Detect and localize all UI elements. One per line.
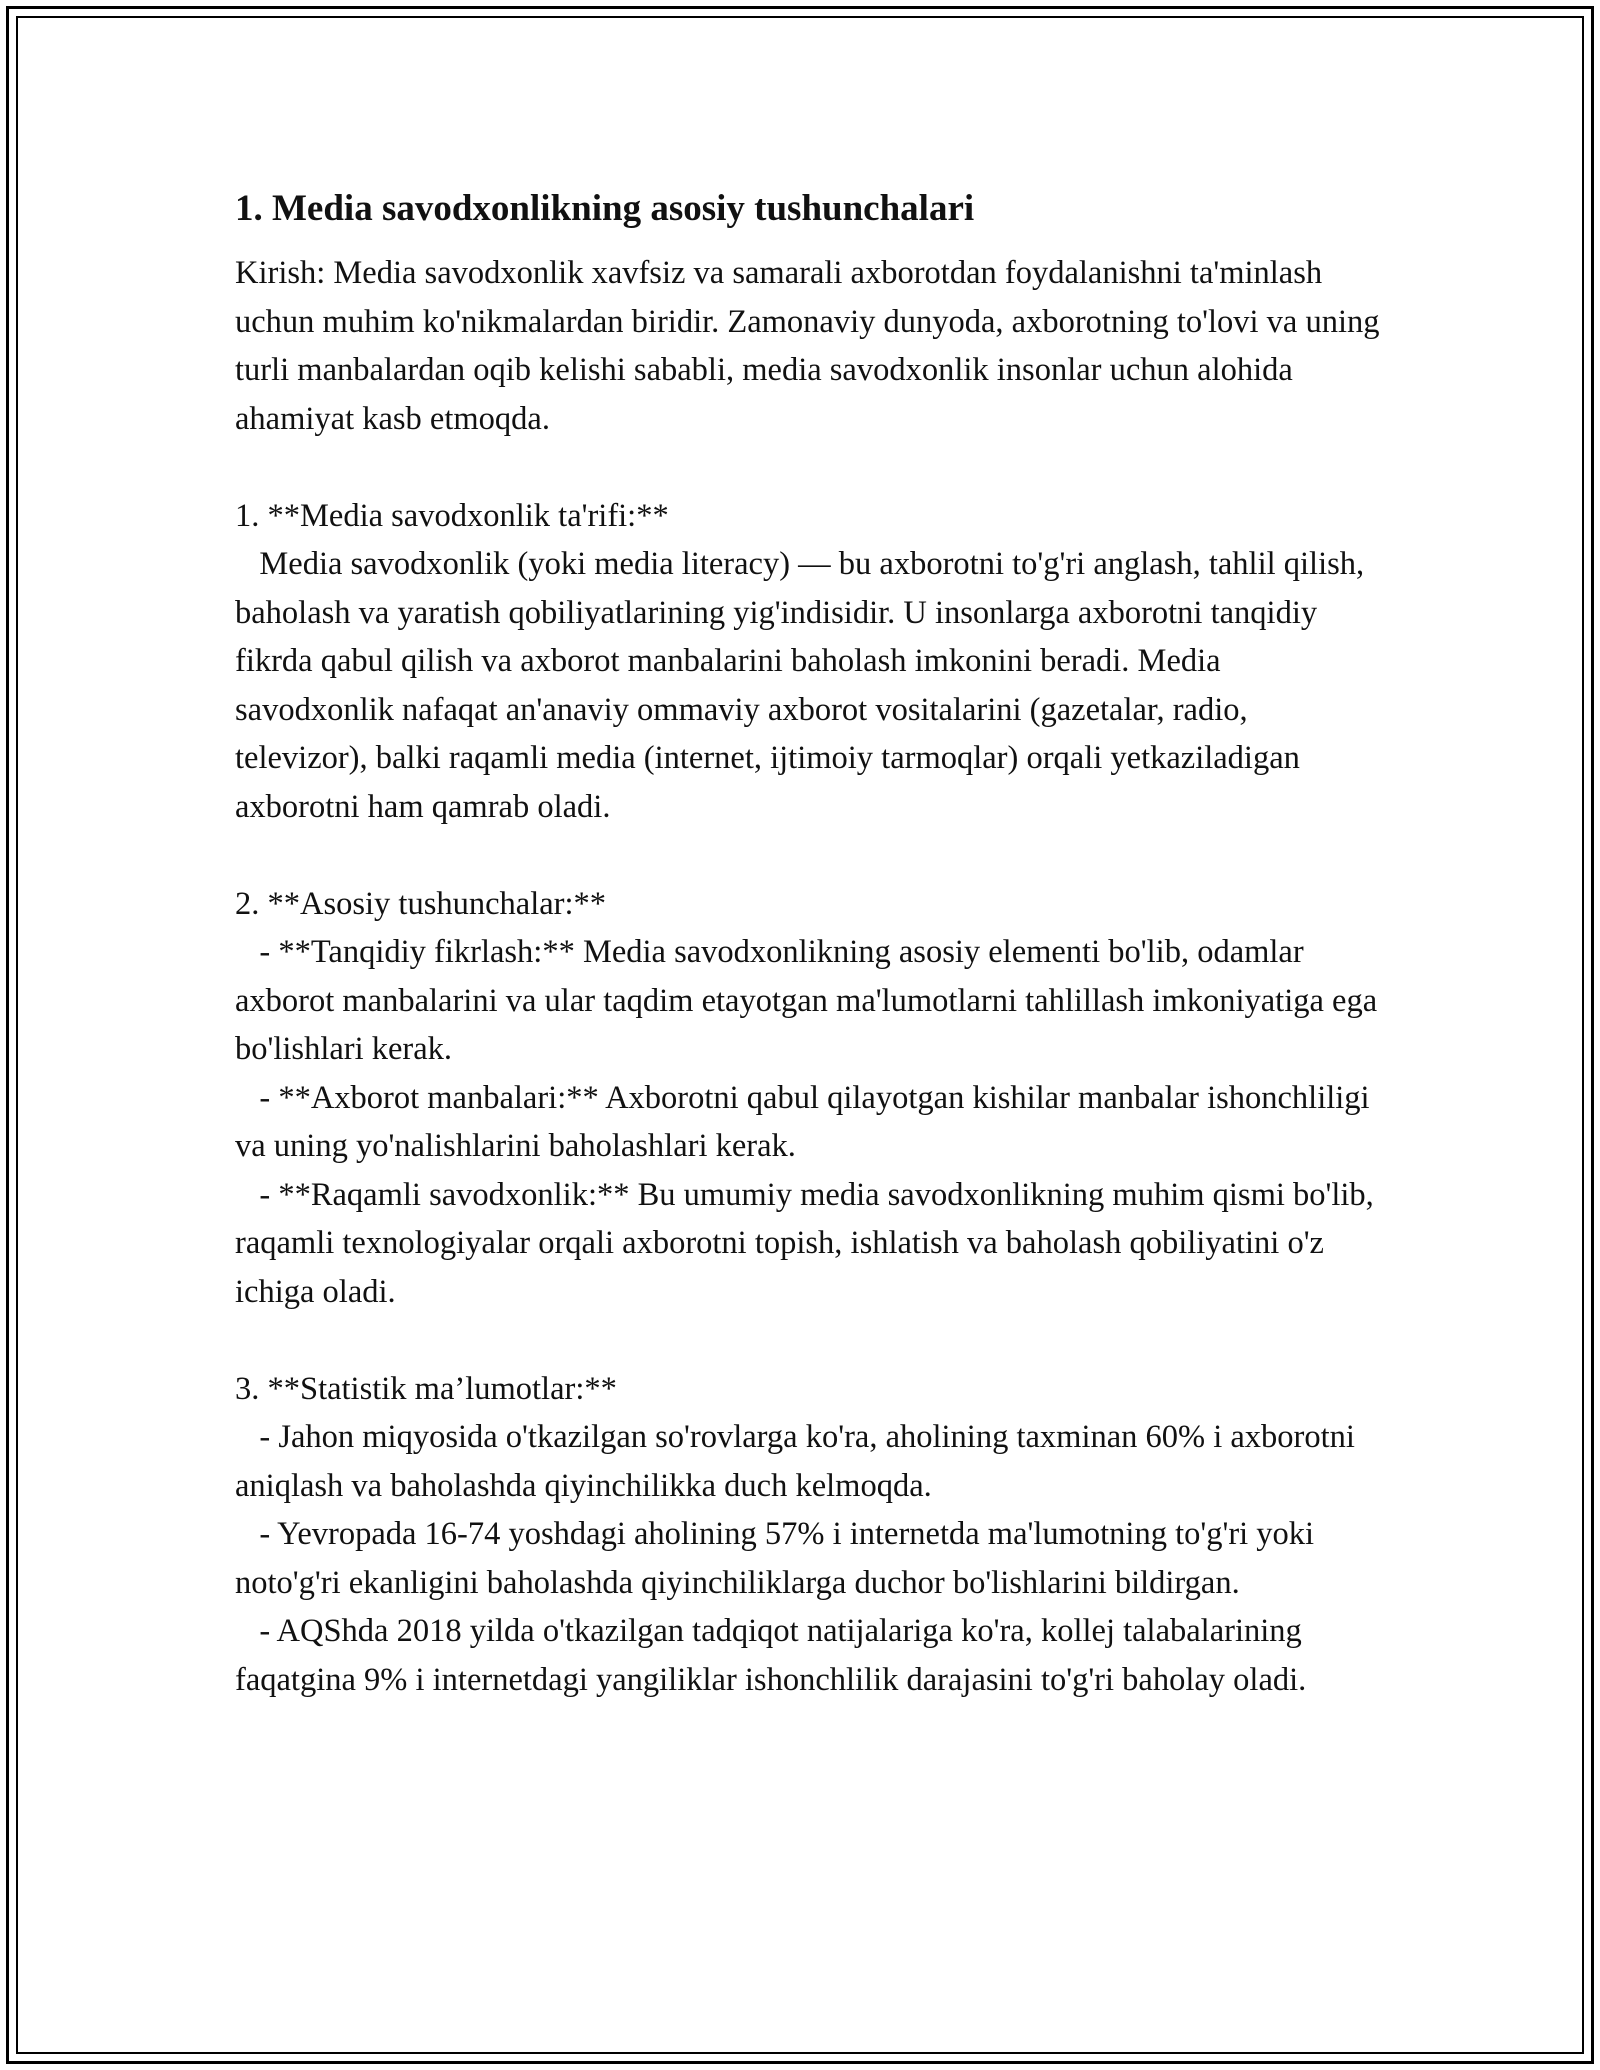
document-body: [235, 185, 1388, 1704]
section2-item-critical-thinking: - **Tanqidiy fikrlash:** Media savodxonlikning asosiy elementi bo'lib, odamlar axborot manbalarini va ular taqdim etayotgan ma'lumotlarni tahlillash imkoniyatiga ega bo'lishlari kerak.: [235, 934, 1386, 1067]
document-heading: 1. Media savodxonlikning asosiy tushunchalari: [235, 188, 975, 229]
spacer: [235, 1316, 1385, 1365]
spacer: [235, 831, 1385, 880]
spacer: [235, 443, 1385, 492]
section2-item-information-sources: - **Axborot manbalari:** Axborotni qabul qilayotgan kishilar manbalar ishonchliligi va uning yo'nalishlarini baholashlari kerak.: [235, 1079, 1378, 1164]
section3-item-world-survey: - Jahon miqyosida o'tkazilgan so'rovlarga ko'ra, aholining taxminan 60% i axborotni aniqlash va baholashda qiyinchilikka duch kelmoqda.: [235, 1419, 1364, 1504]
intro-paragraph: Kirish: Media savodxonlik xavfsiz va samarali axborotdan foydalanishni ta'minlash uchun muhim ko'nikmalardan biridir. Zamonaviy dunyoda, axborotning to'lovi va uning turli manbalardan oqib kelishi sababli, media savodxonlik insonlar uchun alohida ahamiyat kasb etmoqda.: [235, 255, 1388, 437]
section3-title: 3. **Statistik ma’lumotlar:**: [235, 1370, 617, 1407]
section2-title: 2. **Asosiy tushunchalar:**: [235, 885, 607, 922]
section1-body: Media savodxonlik (yoki media literacy) — bu axborotni to'g'ri anglash, tahlil qilish, baholash va yaratish qobiliyatlarining yig'indisidir. U insonlarga axborotni tanqidiy fikrda qabul qilish va axborot manbalarini baholash imkonini beradi. Media savodxonlik nafaqat an'anaviy ommaviy axborot vositalarini (gazetalar, radio, televizor), balki raqamli media (internet, ijtimoiy tarmoqlar) orqali yetkaziladigan axborotni ham qamrab oladi.: [235, 546, 1373, 825]
section3-item-europe: - Yevropada 16-74 yoshdagi aholining 57% i internetda ma'lumotning to'g'ri yoki noto'g'ri ekanligini baholashda qiyinchiliklarga duchor bo'lishlarini bildirgan.: [235, 1516, 1323, 1601]
section2-item-digital-literacy: - **Raqamli savodxonlik:** Bu umumiy media savodxonlikning muhim qismi bo'lib, raqamli texnologiyalar orqali axborotni topish, ishlatish va baholash qobiliyatini o'z ichiga oladi.: [235, 1176, 1382, 1310]
section1-title: 1. **Media savodxonlik ta'rifi:**: [235, 497, 669, 534]
section3-item-usa: - AQShda 2018 yilda o'tkazilgan tadqiqot natijalariga ko'ra, kollej talabalarining faqatgina 9% i internetdagi yangiliklar ishonchlilik darajasini to'g'ri baholay oladi.: [235, 1613, 1310, 1698]
